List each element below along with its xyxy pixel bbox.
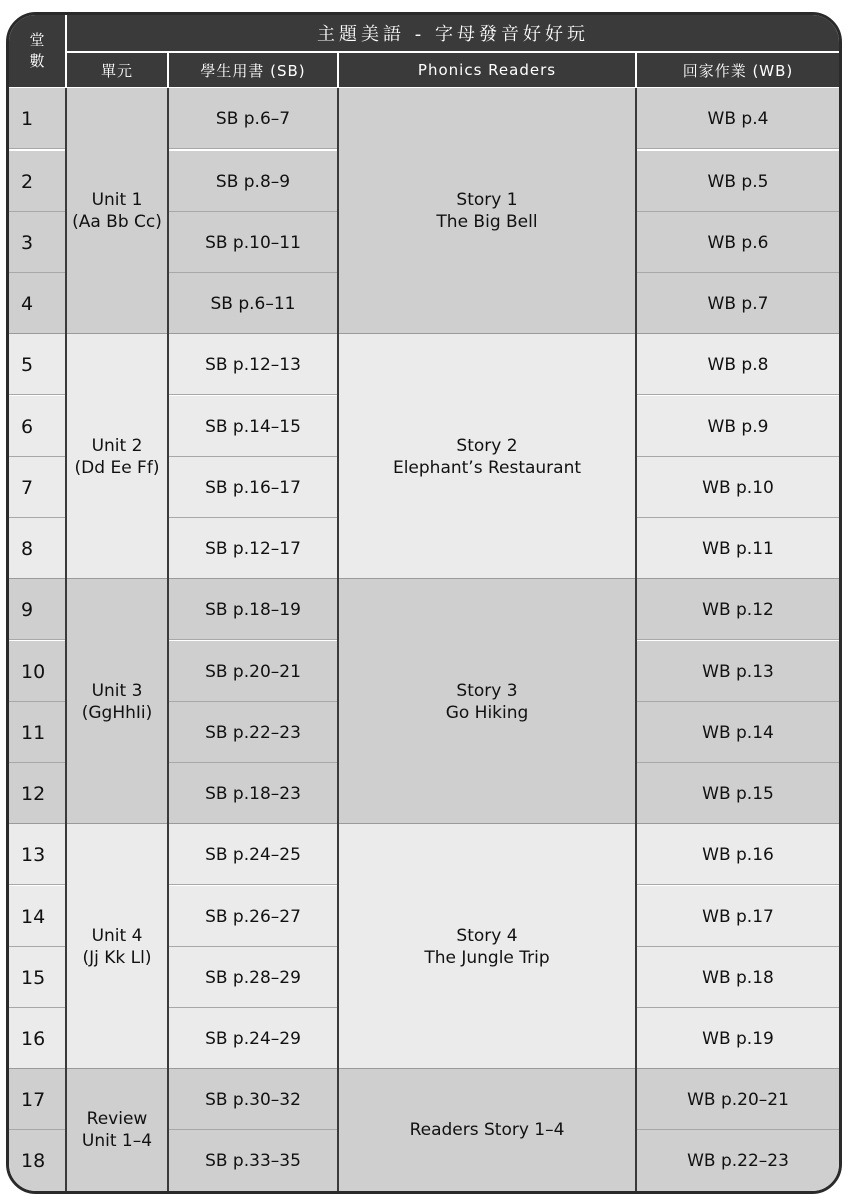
lesson-number: 8 <box>9 518 65 579</box>
story-label-line: Story 3 <box>456 680 518 701</box>
student-book-pages: SB p.18–23 <box>169 763 337 824</box>
row-divider <box>637 639 839 640</box>
story-label-line: Readers Story 1–4 <box>409 1120 565 1140</box>
student-book-pages: SB p.10–11 <box>169 212 337 273</box>
row-divider <box>637 148 839 149</box>
student-book-pages: SB p.8–9 <box>169 151 337 212</box>
workbook-pages: WB p.14 <box>637 702 839 763</box>
unit-label-line: Unit 1 <box>91 190 143 210</box>
workbook-pages: WB p.7 <box>637 273 839 334</box>
row-divider <box>9 639 65 640</box>
unit-cell <box>67 824 167 1069</box>
lesson-number: 17 <box>9 1069 65 1130</box>
row-divider <box>637 884 839 885</box>
workbook-pages: WB p.16 <box>637 824 839 885</box>
student-book-pages: SB p.30–32 <box>169 1069 337 1130</box>
story-label-line: Go Hiking <box>445 702 529 723</box>
student-book-pages: SB p.24–29 <box>169 1008 337 1069</box>
story-label-line: Elephant’s Restaurant <box>392 457 582 478</box>
workbook-pages: WB p.20–21 <box>637 1069 839 1130</box>
student-book-pages: SB p.16–17 <box>169 457 337 518</box>
story-label-line: Story 4 <box>456 925 518 946</box>
lesson-count-header <box>9 15 65 87</box>
student-book-pages: SB p.24–25 <box>169 824 337 885</box>
unit-cell <box>67 579 167 824</box>
lesson-number: 2 <box>9 151 65 212</box>
story-cell <box>339 824 635 1069</box>
workbook-pages: WB p.22–23 <box>637 1130 839 1191</box>
unit-label-line: (Dd Ee Ff) <box>74 457 160 478</box>
column-divider <box>635 88 637 1194</box>
lesson-number: 10 <box>9 641 65 702</box>
unit-label-line: Unit 4 <box>91 925 143 946</box>
lesson-number: 12 <box>9 763 65 824</box>
lesson-number: 15 <box>9 947 65 1008</box>
lesson-number: 14 <box>9 886 65 947</box>
story-label-line: The Jungle Trip <box>424 947 550 968</box>
student-book-pages: SB p.26–27 <box>169 886 337 947</box>
unit-cell <box>67 1069 167 1191</box>
student-book-pages: SB p.12–17 <box>169 518 337 579</box>
workbook-pages: WB p.13 <box>637 641 839 702</box>
workbook-pages: WB p.15 <box>637 763 839 824</box>
workbook-pages: WB p.18 <box>637 947 839 1008</box>
workbook-pages: WB p.6 <box>637 212 839 273</box>
lesson-number: 4 <box>9 273 65 334</box>
lesson-number: 7 <box>9 457 65 518</box>
lesson-count-char-1: 堂 <box>29 31 45 49</box>
student-book-pages: SB p.28–29 <box>169 947 337 1008</box>
story-cell <box>339 1069 635 1191</box>
student-book-pages: SB p.14–15 <box>169 396 337 457</box>
student-book-pages: SB p.22–23 <box>169 702 337 763</box>
workbook-pages: WB p.10 <box>637 457 839 518</box>
row-divider <box>9 148 65 149</box>
student-book-pages: SB p.12–13 <box>169 334 337 395</box>
story-label-line: Story 2 <box>456 435 518 456</box>
row-divider <box>637 394 839 395</box>
student-book-pages: SB p.20–21 <box>169 641 337 702</box>
lesson-schedule-table <box>6 12 842 1194</box>
story-label-line: The Big Bell <box>436 212 538 232</box>
column-divider <box>65 88 67 1194</box>
workbook-pages: WB p.5 <box>637 151 839 212</box>
column-header-phonics-readers: Phonics Readers <box>339 53 635 87</box>
unit-label-line: (GgHhIi) <box>81 702 153 723</box>
lesson-number: 11 <box>9 702 65 763</box>
workbook-pages: WB p.9 <box>637 396 839 457</box>
column-divider <box>167 88 169 1194</box>
story-cell <box>339 579 635 824</box>
student-book-pages: SB p.6–7 <box>169 88 337 149</box>
unit-label-line: (Jj Kk Ll) <box>82 947 152 968</box>
lesson-number: 9 <box>9 579 65 640</box>
lesson-number: 6 <box>9 396 65 457</box>
story-cell <box>339 334 635 579</box>
student-book-pages: SB p.18–19 <box>169 579 337 640</box>
lesson-count-char-2: 數 <box>29 52 45 70</box>
unit-cell <box>67 334 167 579</box>
column-header-student-book: 學生用書 (SB) <box>169 53 337 87</box>
lesson-number: 13 <box>9 824 65 885</box>
workbook-pages: WB p.12 <box>637 579 839 640</box>
workbook-pages: WB p.19 <box>637 1008 839 1069</box>
workbook-pages: WB p.4 <box>637 88 839 149</box>
unit-label-line: Unit 1–4 <box>81 1131 153 1151</box>
story-label-line: Story 1 <box>456 190 518 210</box>
workbook-pages: WB p.8 <box>637 334 839 395</box>
student-book-pages: SB p.33–35 <box>169 1130 337 1191</box>
lesson-number: 18 <box>9 1130 65 1191</box>
unit-label-line: Review <box>86 1109 148 1129</box>
row-divider <box>169 884 337 885</box>
column-header-workbook: 回家作業 (WB) <box>637 53 839 87</box>
lesson-number: 5 <box>9 334 65 395</box>
row-divider <box>169 394 337 395</box>
lesson-number: 3 <box>9 212 65 273</box>
course-title: 主題美語 - 字母發音好好玩 <box>67 15 839 51</box>
student-book-pages: SB p.6–11 <box>169 273 337 334</box>
workbook-pages: WB p.17 <box>637 886 839 947</box>
column-divider <box>337 88 339 1194</box>
column-header-unit: 單元 <box>67 53 167 87</box>
row-divider <box>169 148 337 149</box>
unit-cell <box>67 88 167 334</box>
story-cell <box>339 88 635 334</box>
unit-label-line: Unit 3 <box>91 680 143 701</box>
lesson-number: 16 <box>9 1008 65 1069</box>
unit-label-line: Unit 2 <box>91 435 143 456</box>
row-divider <box>9 884 65 885</box>
workbook-pages: WB p.11 <box>637 518 839 579</box>
row-divider <box>9 394 65 395</box>
lesson-number: 1 <box>9 88 65 149</box>
row-divider <box>169 639 337 640</box>
unit-label-line: (Aa Bb Cc) <box>72 212 162 232</box>
